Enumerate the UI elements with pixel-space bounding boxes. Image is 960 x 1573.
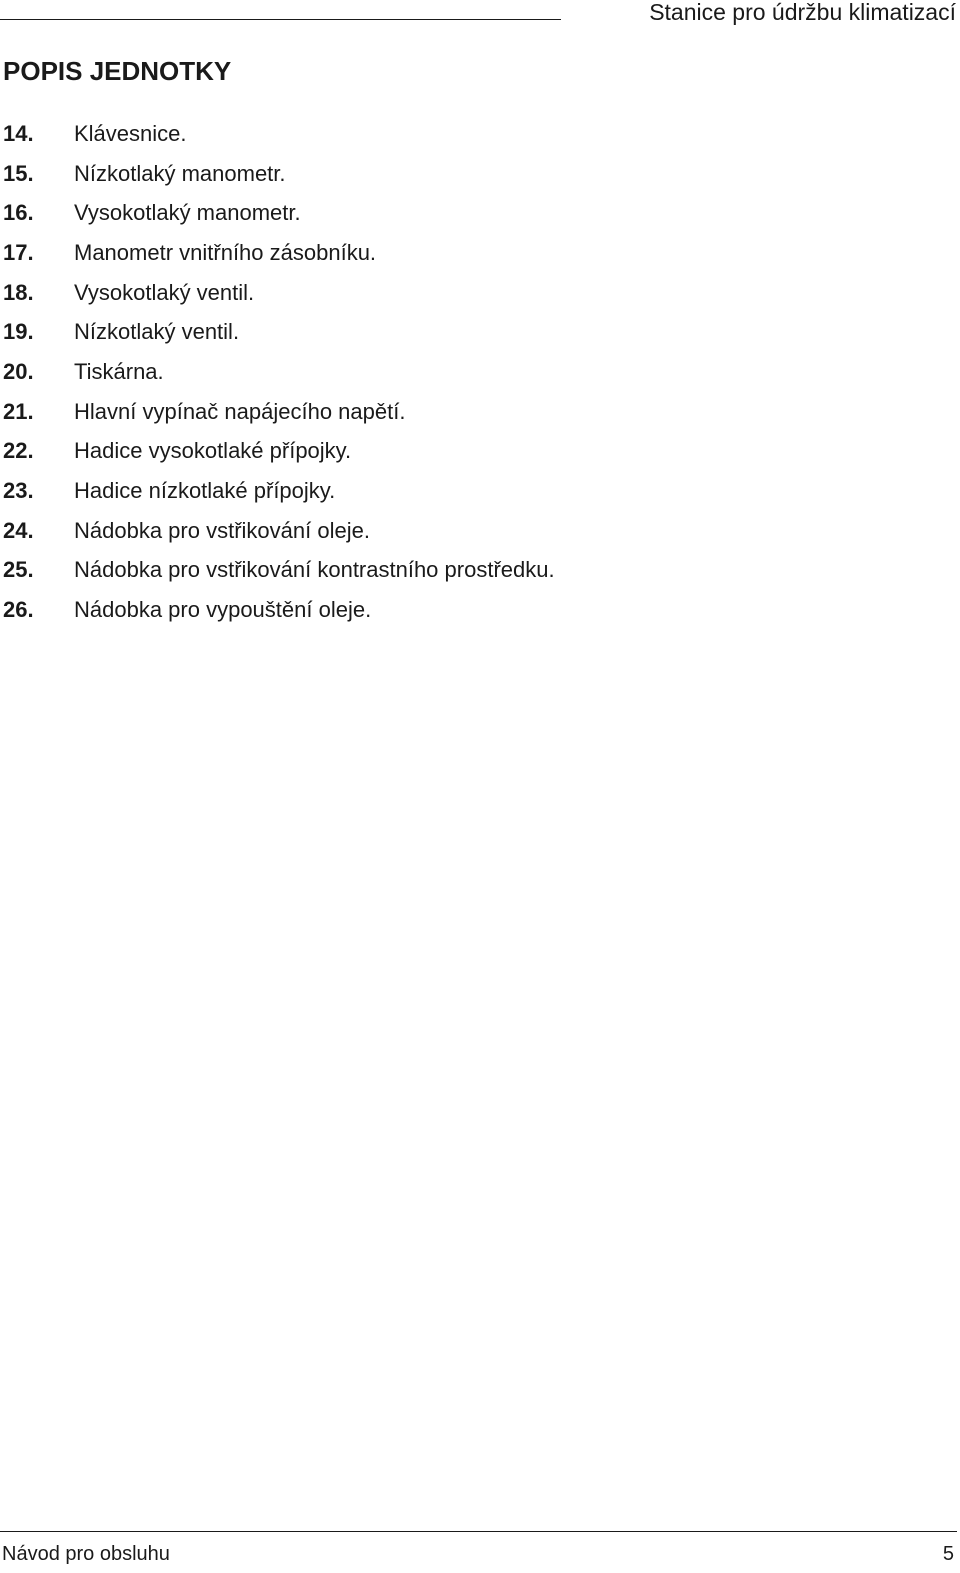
- list-item: [3, 154, 555, 194]
- item-number: 17.: [3, 239, 34, 265]
- list-item: [3, 352, 555, 392]
- header-title: Stanice pro údržbu klimatizací: [649, 0, 956, 25]
- item-number: 22.: [3, 438, 34, 464]
- list-item: [3, 114, 555, 154]
- item-text: Nádobka pro vypouštění oleje.: [74, 597, 372, 623]
- item-text: Nádobka pro vstřikování oleje.: [74, 517, 370, 543]
- item-number: 14.: [3, 120, 34, 146]
- footer-rule: [0, 1531, 957, 1532]
- header-rule: [0, 19, 561, 20]
- item-text: Klávesnice.: [74, 120, 187, 146]
- list-item: [3, 193, 555, 233]
- item-number: 19.: [3, 319, 34, 345]
- list-item: [3, 392, 555, 432]
- item-list: [3, 114, 555, 630]
- item-text: Tiskárna.: [74, 358, 164, 384]
- item-number: 26.: [3, 597, 34, 623]
- item-text: Hlavní vypínač napájecího napětí.: [74, 398, 406, 424]
- item-text: Vysokotlaký manometr.: [74, 200, 301, 226]
- list-item: [3, 312, 555, 352]
- item-text: Nízkotlaký manometr.: [74, 160, 286, 186]
- list-item: [3, 551, 555, 591]
- list-item: [3, 511, 555, 551]
- item-text: Vysokotlaký ventil.: [74, 279, 255, 305]
- item-text: Hadice vysokotlaké přípojky.: [74, 438, 352, 464]
- section-title: POPIS JEDNOTKY: [3, 56, 232, 86]
- page-number: 5: [942, 1543, 954, 1565]
- item-text: Nízkotlaký ventil.: [74, 319, 240, 345]
- item-number: 23.: [3, 478, 34, 504]
- item-text: Manometr vnitřního zásobníku.: [74, 239, 377, 265]
- list-item: [3, 273, 555, 313]
- item-number: 16.: [3, 200, 34, 226]
- item-number: 15.: [3, 160, 34, 186]
- item-text: Hadice nízkotlaké přípojky.: [74, 478, 336, 504]
- item-number: 18.: [3, 279, 34, 305]
- list-item: [3, 471, 555, 511]
- item-number: 25.: [3, 557, 34, 583]
- list-item: [3, 233, 555, 273]
- footer-document-name: Návod pro obsluhu: [2, 1543, 170, 1565]
- list-item: [3, 590, 555, 630]
- item-number: 20.: [3, 358, 34, 384]
- list-item: [3, 432, 555, 472]
- item-number: 24.: [3, 517, 34, 543]
- item-number: 21.: [3, 398, 34, 424]
- item-text: Nádobka pro vstřikování kontrastního prostředku.: [74, 557, 555, 583]
